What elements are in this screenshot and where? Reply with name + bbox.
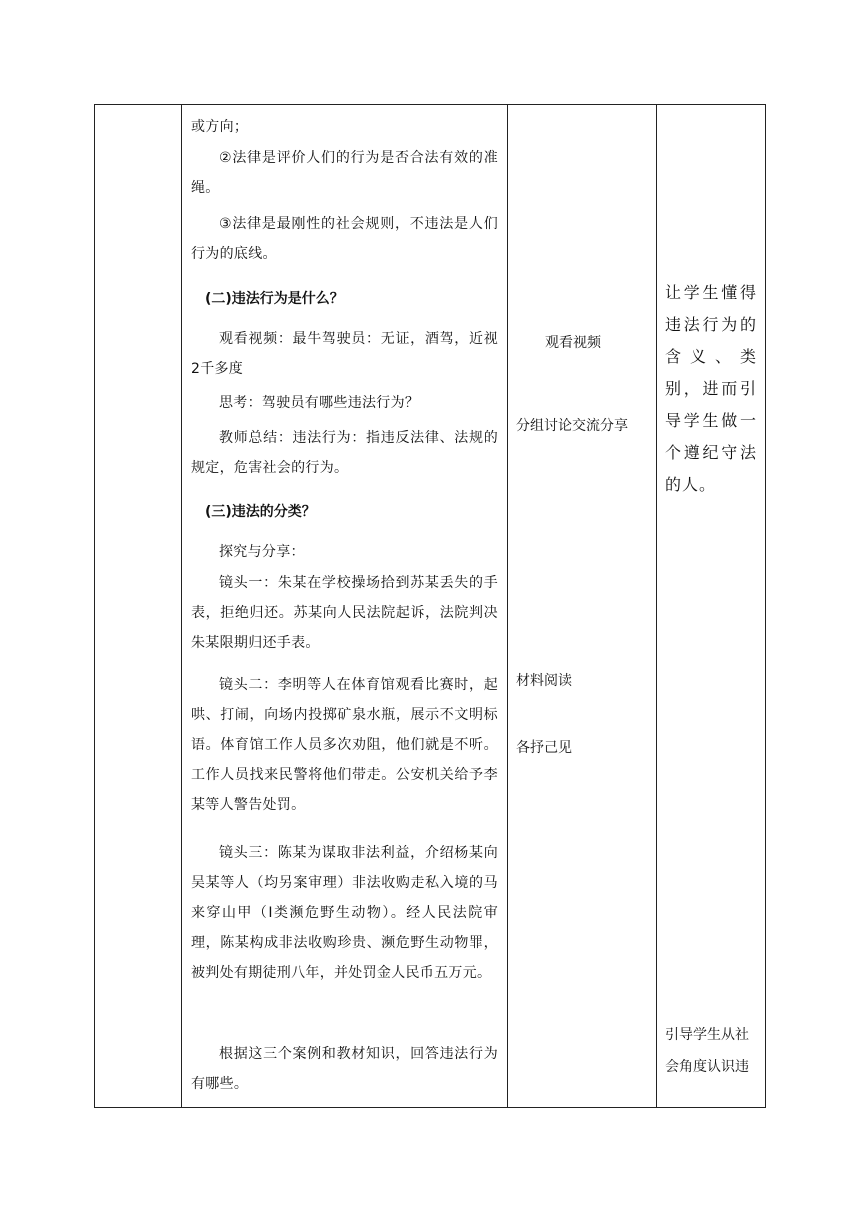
column-stage xyxy=(95,105,181,1107)
heading-classification: (三)违法的分类？ xyxy=(205,504,316,520)
paragraph-case-two: 镜头二：李明等人在体育馆观看比赛时，起哄、打闹，向场内投掷矿泉水瓶，展示不文明标语。体育馆工作人员多次劝阻，他们就是不听。工作人员找来民警将他们带走。公安机关给予李某等人警告处罚。 xyxy=(191,677,498,813)
design-intent-social-view: 引导学生从社会角度认识违 xyxy=(665,1027,749,1075)
activity-watch-video: 观看视频 xyxy=(545,335,601,351)
activity-group-discussion: 分组讨论交流分享 xyxy=(516,418,628,434)
paragraph-video: 观看视频：最牛驾驶员：无证，酒驾，近视2千多度 xyxy=(191,331,498,377)
paragraph-direction: 或方向； xyxy=(191,119,249,135)
design-intent-illegal-behavior: 让学生懂得违法行为的含义、类别，进而引导学生做一个遵纪守法的人。 xyxy=(665,283,757,494)
lesson-plan-table xyxy=(94,104,766,1108)
activity-share-views: 各抒己见 xyxy=(516,740,572,756)
paragraph-law-rule: ③法律是最刚性的社会规则，不违法是人们行为的底线。 xyxy=(191,216,498,262)
column-teaching-content xyxy=(181,105,507,1107)
paragraph-question: 根据这三个案例和教材知识，回答违法行为有哪些。 xyxy=(191,1046,498,1092)
activity-read-material: 材料阅读 xyxy=(516,673,572,689)
paragraph-case-three: 镜头三：陈某为谋取非法利益，介绍杨某向吴某等人（均另案审理）非法收购走私入境的马来穿山甲（I类濒危野生动物）。经人民法院审理，陈某构成非法收购珍贵、濒危野生动物罪，被判处有期徒刑八年，并处罚金人民币五万元。 xyxy=(191,845,498,981)
heading-what-is-illegal: (二)违法行为是什么？ xyxy=(205,291,344,307)
paragraph-case-one: 镜头一：朱某在学校操场拾到苏某丢失的手表，拒绝归还。苏某向人民法院起诉，法院判决朱某限期归还手表。 xyxy=(191,575,498,651)
column-student-activity xyxy=(507,105,656,1107)
paragraph-law-standard: ②法律是评价人们的行为是否合法有效的准绳。 xyxy=(191,150,498,196)
paragraph-explore: 探究与分享： xyxy=(219,544,305,560)
column-design-intent xyxy=(656,105,766,1107)
paragraph-teacher-summary: 教师总结：违法行为：指违反法律、法规的规定，危害社会的行为。 xyxy=(191,430,498,476)
paragraph-think: 思考：驾驶员有哪些违法行为？ xyxy=(219,395,420,411)
